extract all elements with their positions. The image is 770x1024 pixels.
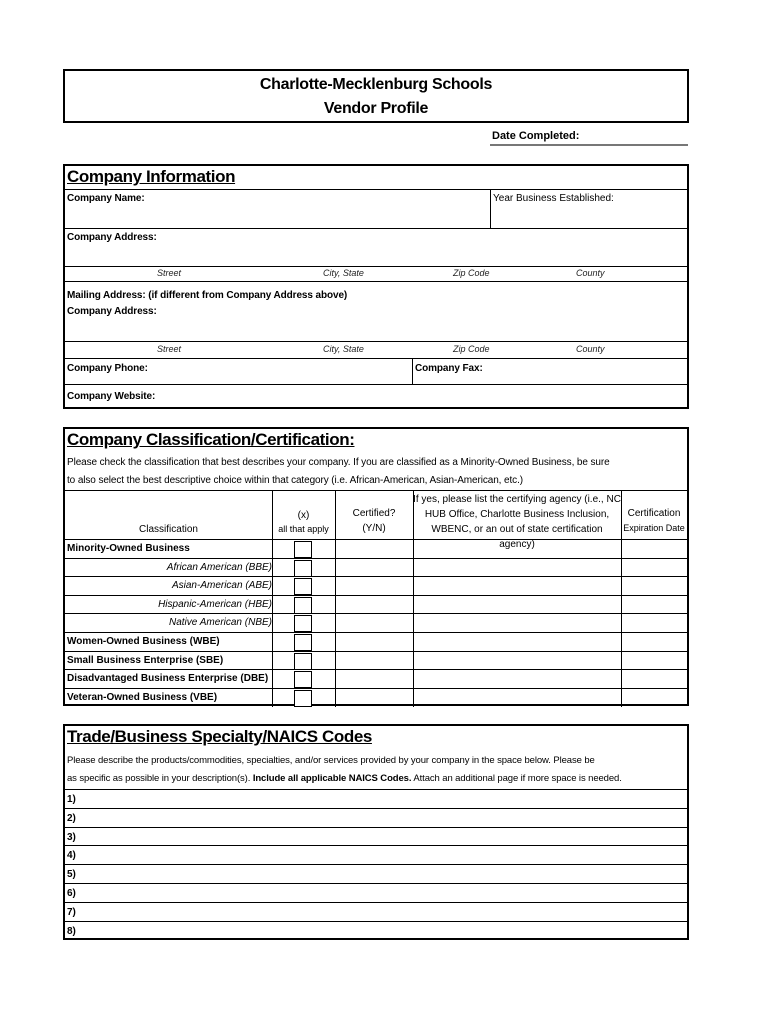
page-title-line1: Charlotte-Mecklenburg Schools <box>259 76 493 93</box>
classification-checkbox[interactable] <box>294 615 312 632</box>
certifying-agency-field[interactable] <box>414 689 620 707</box>
classification-checkbox[interactable] <box>294 560 312 577</box>
trade-section <box>63 724 689 940</box>
certifying-agency-field[interactable] <box>414 670 620 688</box>
classification-checkbox[interactable] <box>294 597 312 614</box>
classification-label: Veteran-Owned Business (VBE) <box>67 691 218 703</box>
naics-code-number: 3) <box>67 831 76 843</box>
naics-code-row[interactable] <box>65 864 687 883</box>
classification-checkbox[interactable] <box>294 671 312 688</box>
col-expiration-line1: Certification <box>627 508 681 519</box>
expiration-date-field[interactable] <box>622 577 687 595</box>
trade-instructions-line2b: Include all applicable NAICS Codes. <box>252 773 412 784</box>
col-agency-line1: If yes, please list the certifying agency (i.e., NC <box>413 494 621 505</box>
date-completed-label: Date Completed: <box>492 130 580 142</box>
expiration-date-field[interactable] <box>622 614 687 632</box>
certified-field[interactable] <box>336 670 412 688</box>
company-information-section <box>63 164 689 409</box>
date-completed-field[interactable] <box>490 144 688 146</box>
classification-row <box>65 576 687 595</box>
trade-instructions-line2a: as specific as possible in your description(s). <box>67 773 253 784</box>
company-name-label: Company Name: <box>67 193 145 204</box>
certified-field[interactable] <box>336 652 412 670</box>
col-expiration-line2: Expiration Date <box>623 523 685 533</box>
zip-code-sublabel: Zip Code <box>453 268 490 278</box>
naics-code-row[interactable] <box>65 845 687 864</box>
company-phone-row[interactable] <box>65 358 687 384</box>
mailing-address-row[interactable] <box>65 281 687 341</box>
expiration-date-field[interactable] <box>622 540 687 558</box>
naics-code-row[interactable] <box>65 883 687 902</box>
classification-row <box>65 558 687 577</box>
certified-field[interactable] <box>336 559 412 577</box>
expiration-date-field[interactable] <box>622 633 687 651</box>
certifying-agency-field[interactable] <box>414 577 620 595</box>
classification-label: Asian-American (ABE) <box>171 580 272 592</box>
certifying-agency-field[interactable] <box>414 559 620 577</box>
zip-code-sublabel: Zip Code <box>453 344 490 354</box>
trade-instructions-line1: Please describe the products/commodities, specialties, and/or services provided by your company in the space below. Please be <box>67 755 595 766</box>
col-certified-line1: Certified? <box>352 508 396 519</box>
city-state-sublabel: City, State <box>323 344 364 354</box>
company-address-subrow <box>65 266 687 281</box>
classification-label: Small Business Enterprise (SBE) <box>67 654 224 666</box>
page-title-line2: Vendor Profile <box>323 100 429 117</box>
expiration-date-field[interactable] <box>622 559 687 577</box>
classification-row <box>65 595 687 614</box>
classification-row <box>65 539 687 558</box>
naics-code-row[interactable] <box>65 902 687 921</box>
classification-row <box>65 613 687 632</box>
classification-label: Minority-Owned Business <box>67 543 190 554</box>
certified-field[interactable] <box>336 596 412 614</box>
certified-field[interactable] <box>336 577 412 595</box>
col-agency-line3: WBENC, or an out of state certification agency) <box>431 524 603 550</box>
divider <box>412 359 413 384</box>
mailing-address-subrow <box>65 341 687 358</box>
certifying-agency-field[interactable] <box>414 614 620 632</box>
expiration-date-field[interactable] <box>622 652 687 670</box>
certified-field[interactable] <box>336 633 412 651</box>
company-website-row[interactable] <box>65 384 687 407</box>
expiration-date-field[interactable] <box>622 596 687 614</box>
title-box <box>63 69 689 123</box>
classification-label: Hispanic-American (HBE) <box>158 598 272 610</box>
company-name-row[interactable] <box>65 189 687 228</box>
certified-field[interactable] <box>336 540 412 558</box>
certifying-agency-field[interactable] <box>414 596 620 614</box>
classification-instructions-line2: to also select the best descriptive choice within that category (i.e. African-American, Asian-American, etc.) <box>67 475 523 486</box>
classification-label: African American (BBE) <box>166 561 272 573</box>
naics-code-row[interactable] <box>65 808 687 827</box>
naics-code-row[interactable] <box>65 921 687 940</box>
street-sublabel: Street <box>157 344 182 354</box>
year-established-label: Year Business Established: <box>493 193 614 204</box>
classification-row <box>65 688 687 707</box>
naics-code-number: 8) <box>67 925 76 937</box>
col-classification: Classification <box>139 524 198 535</box>
classification-row <box>65 651 687 670</box>
certified-field[interactable] <box>336 614 412 632</box>
certifying-agency-field[interactable] <box>414 652 620 670</box>
classification-instructions-line1: Please check the classification that best describes your company. If you are classified as a Minority-Owned Business, be sure <box>67 457 610 468</box>
col-certified-line2: (Y/N) <box>362 523 386 534</box>
expiration-date-field[interactable] <box>622 689 687 707</box>
classification-heading: Company Classification/Certification: <box>67 430 355 449</box>
naics-code-row[interactable] <box>65 789 687 808</box>
mailing-company-address-label: Company Address: <box>67 306 157 317</box>
county-sublabel: County <box>576 268 605 278</box>
company-information-heading: Company Information <box>67 167 236 186</box>
naics-code-number: 2) <box>67 812 76 824</box>
naics-code-row[interactable] <box>65 827 687 846</box>
certifying-agency-field[interactable] <box>414 633 620 651</box>
classification-row <box>65 632 687 651</box>
col-x-line2: all that apply <box>278 524 329 534</box>
classification-checkbox[interactable] <box>294 653 312 670</box>
company-address-row[interactable] <box>65 228 687 266</box>
classification-checkbox[interactable] <box>294 690 312 707</box>
classification-checkbox[interactable] <box>294 541 312 558</box>
mailing-address-label: Mailing Address: (if different from Company Address above) <box>67 290 348 301</box>
col-agency-line2: HUB Office, Charlotte Business Inclusion, <box>424 509 610 520</box>
company-website-label: Company Website: <box>67 391 156 402</box>
certified-field[interactable] <box>336 689 412 707</box>
naics-code-number: 7) <box>67 906 76 918</box>
classification-row <box>65 669 687 688</box>
expiration-date-field[interactable] <box>622 670 687 688</box>
naics-code-number: 6) <box>67 888 76 899</box>
city-state-sublabel: City, State <box>323 268 364 278</box>
naics-code-number: 5) <box>67 869 76 881</box>
naics-code-number: 4) <box>67 850 76 862</box>
trade-heading: Trade/Business Specialty/NAICS Codes <box>67 727 372 746</box>
classification-label: Disadvantaged Business Enterprise (DBE) <box>67 673 269 685</box>
classification-section <box>63 427 689 706</box>
col-x-line1: (x) <box>297 510 310 521</box>
company-phone-label: Company Phone: <box>67 363 148 374</box>
classification-label: Women-Owned Business (WBE) <box>67 636 220 647</box>
county-sublabel: County <box>576 344 605 354</box>
company-address-label: Company Address: <box>67 232 157 243</box>
naics-code-number: 1) <box>67 794 76 805</box>
classification-checkbox[interactable] <box>294 578 312 595</box>
divider <box>490 190 491 228</box>
street-sublabel: Street <box>157 268 182 278</box>
company-fax-label: Company Fax: <box>415 363 483 374</box>
trade-instructions-line2 <box>67 773 622 784</box>
certifying-agency-field[interactable] <box>414 540 620 558</box>
trade-instructions-line2c: Attach an additional page if more space is needed. <box>411 773 622 784</box>
classification-label: Native American (NBE) <box>169 617 272 629</box>
classification-checkbox[interactable] <box>294 634 312 651</box>
